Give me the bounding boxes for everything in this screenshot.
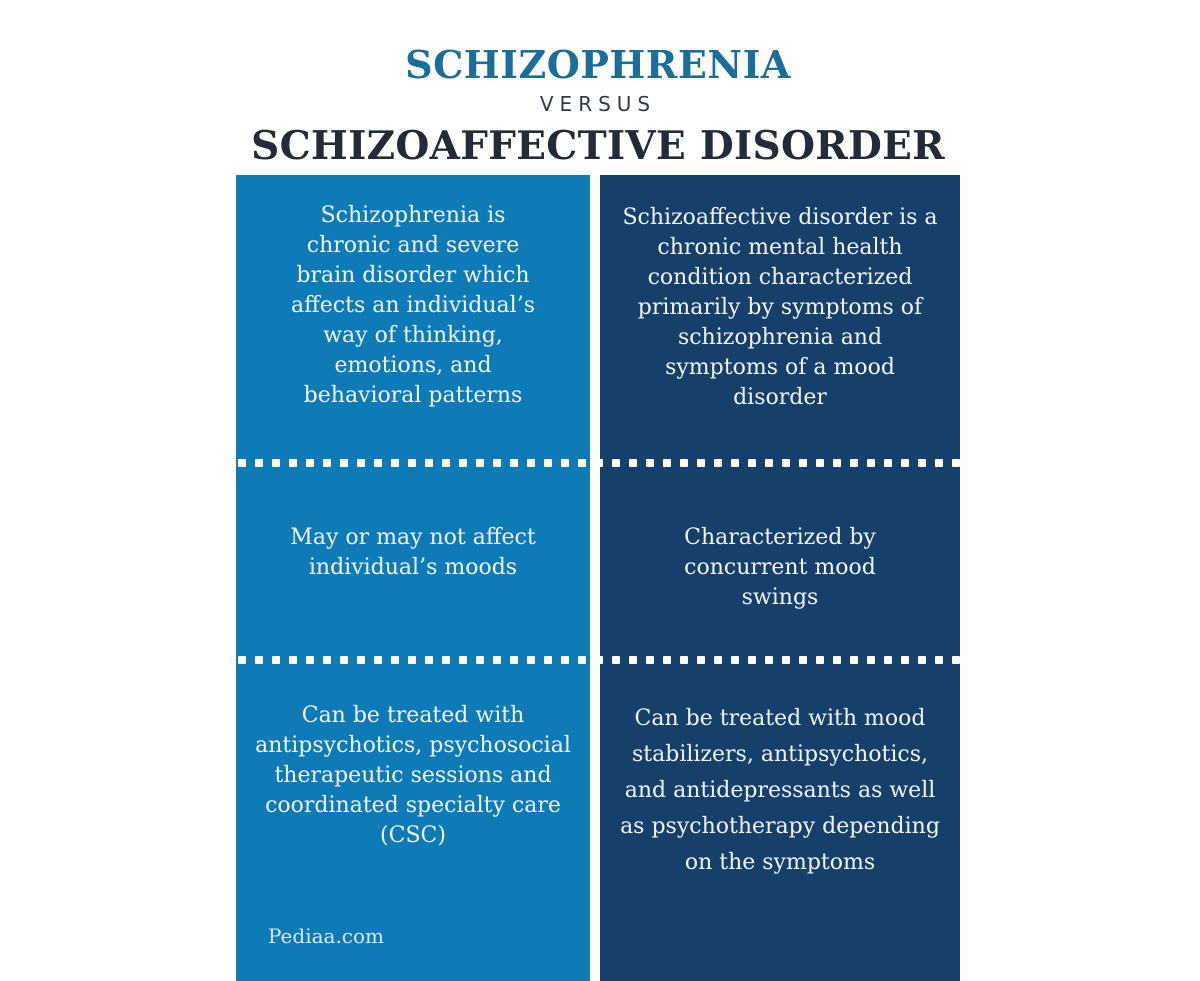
divider-dot [680, 656, 688, 664]
divider-dot [714, 656, 722, 664]
title-schizophrenia: SCHIZOPHRENIA [405, 42, 791, 87]
schizoaffective-treatment: Can be treated with mood stabilizers, antipsychotics, and antidepressants as well as psychotherapy depending on the symptoms [620, 706, 940, 875]
divider-dot [527, 656, 535, 664]
schizoaffective-column [600, 175, 960, 981]
divider-dot [238, 656, 246, 664]
divider-dot [527, 459, 535, 467]
divider-dot [595, 459, 603, 467]
divider-dot [935, 656, 943, 664]
divider-dot [306, 656, 314, 664]
divider-dot [289, 656, 297, 664]
divider-dot [272, 656, 280, 664]
divider-dot [493, 656, 501, 664]
divider-dot [799, 656, 807, 664]
divider-dot [476, 656, 484, 664]
divider-dot [663, 459, 671, 467]
divider-dot [255, 459, 263, 467]
divider-dot [850, 656, 858, 664]
divider-dot [306, 459, 314, 467]
divider-dot [374, 459, 382, 467]
divider-dot [884, 656, 892, 664]
divider-dot [442, 459, 450, 467]
divider-dot [816, 656, 824, 664]
divider-dot [425, 459, 433, 467]
divider-dot [833, 459, 841, 467]
divider-dot [340, 459, 348, 467]
divider-dot [816, 459, 824, 467]
divider-dot [680, 459, 688, 467]
schizophrenia-definition: Schizophrenia is chronic and severe brain disorder which affects an individual’s way of thinking, emotions, and behavioral patterns [291, 203, 535, 408]
schizophrenia-column [236, 175, 590, 981]
divider-dot [765, 459, 773, 467]
divider-dot [782, 459, 790, 467]
schizophrenia-treatment: Can be treated with antipsychotics, psychosocial therapeutic sessions and coordinated specialty care (CSC) [255, 703, 571, 848]
divider-dot [867, 459, 875, 467]
divider-dot [340, 656, 348, 664]
versus-label: VERSUS [539, 92, 657, 116]
row-divider-1 [236, 459, 960, 467]
divider-dot [612, 656, 620, 664]
divider-dot [357, 656, 365, 664]
divider-dot [561, 459, 569, 467]
column-gap [590, 175, 600, 981]
divider-dot [561, 656, 569, 664]
divider-dot [289, 459, 297, 467]
divider-dot [918, 459, 926, 467]
divider-dot [272, 459, 280, 467]
divider-dot [425, 656, 433, 664]
divider-dot [323, 459, 331, 467]
divider-dot [493, 459, 501, 467]
divider-dot [391, 459, 399, 467]
source-credit: Pediaa.com [268, 924, 385, 948]
divider-dot [578, 459, 586, 467]
schizoaffective-mood-effect: Characterized by concurrent mood swings [684, 525, 876, 610]
divider-dot [255, 656, 263, 664]
divider-dot [697, 656, 705, 664]
divider-dot [391, 656, 399, 664]
divider-dot [884, 459, 892, 467]
divider-dot [765, 656, 773, 664]
divider-dot [595, 656, 603, 664]
divider-dot [629, 459, 637, 467]
divider-dot [612, 459, 620, 467]
divider-dot [663, 656, 671, 664]
divider-dot [731, 656, 739, 664]
divider-dot [544, 459, 552, 467]
divider-dot [357, 459, 365, 467]
divider-dot [238, 459, 246, 467]
title-schizoaffective-disorder: SCHIZOAFFECTIVE DISORDER [251, 123, 945, 169]
divider-dot [714, 459, 722, 467]
divider-dot [918, 656, 926, 664]
divider-dot [952, 459, 960, 467]
divider-dot [646, 656, 654, 664]
divider-dot [578, 656, 586, 664]
divider-dot [799, 459, 807, 467]
divider-dot [323, 656, 331, 664]
divider-dot [408, 459, 416, 467]
divider-dot [646, 459, 654, 467]
divider-dot [629, 656, 637, 664]
divider-dot [901, 459, 909, 467]
schizophrenia-mood-effect: May or may not affect individual’s moods [290, 525, 536, 580]
schizoaffective-definition: Schizoaffective disorder is a chronic mental health condition characterized primarily by symptoms of schizophrenia and symptoms of a mood disorder [622, 205, 938, 410]
divider-dot [408, 656, 416, 664]
divider-dot [459, 459, 467, 467]
divider-dot [782, 656, 790, 664]
divider-dot [697, 459, 705, 467]
divider-dot [952, 656, 960, 664]
divider-dot [731, 459, 739, 467]
row-divider-2 [236, 656, 960, 664]
divider-dot [476, 459, 484, 467]
divider-dot [748, 459, 756, 467]
divider-dot [459, 656, 467, 664]
divider-dot [374, 656, 382, 664]
divider-dot [544, 656, 552, 664]
divider-dot [901, 656, 909, 664]
divider-dot [510, 656, 518, 664]
divider-dot [867, 656, 875, 664]
divider-dot [935, 459, 943, 467]
divider-dot [850, 459, 858, 467]
divider-dot [442, 656, 450, 664]
divider-dot [833, 656, 841, 664]
divider-dot [748, 656, 756, 664]
divider-dot [510, 459, 518, 467]
